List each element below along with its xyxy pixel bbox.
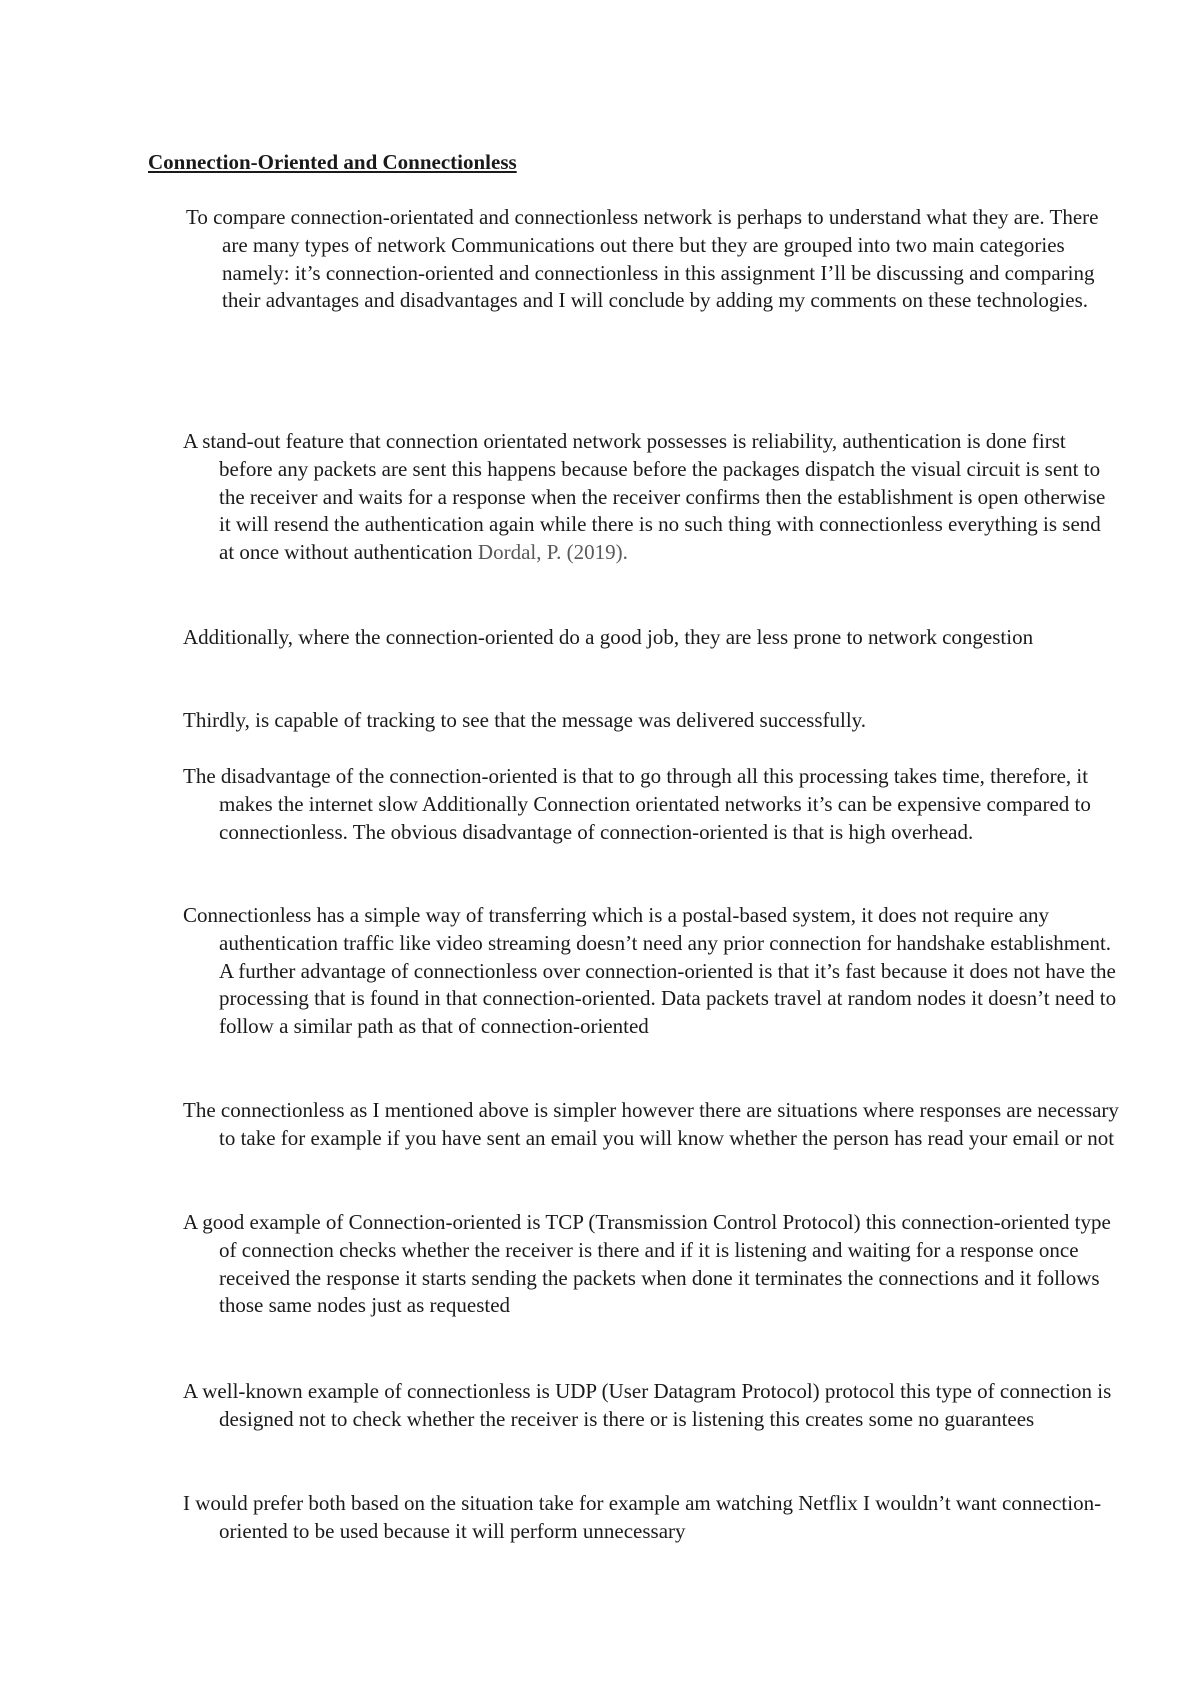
document-heading: Connection-Oriented and Connectionless bbox=[148, 150, 517, 174]
paragraph-tcp-example: A good example of Connection-oriented is TCP (Transmission Control Protocol) this connection-oriented type of connection checks whether the receiver is there and if it is listening and waiting for a response once received the response it starts sending the packets when done it terminates the connections and it follows those same nodes just as requested bbox=[183, 1210, 1111, 1318]
paragraph-congestion: Additionally, where the connection-oriented do a good job, they are less prone to network congestion bbox=[183, 625, 1034, 649]
paragraph-connectionless: Connectionless has a simple way of transferring which is a postal-based system, it does not require any authentication traffic like video streaming doesn’t need any prior connection for handshake establishment. A further advantage of connectionless over connection-oriented is that it’s fast because it does not have the processing that is found in that connection-oriented. Data packets travel at random nodes it doesn’t need to follow a similar path as that of connection-oriented bbox=[183, 903, 1117, 1039]
citation: Dordal, P. (2019). bbox=[477, 540, 628, 565]
paragraph-preference: I would prefer both based on the situation take for example am watching Netflix I wouldn’t want connection-oriented to be used because it will perform unnecessary bbox=[183, 1491, 1102, 1543]
paragraph-introduction: To compare connection-orientated and connectionless network is perhaps to understand what they are. There are many types of network Communications out there but they are grouped into two main categories namely: it’s connection-oriented and connectionless in this assignment I’ll be discussing and comparing their advantages and disadvantages and I will conclude by adding my comments on these technologies. bbox=[186, 205, 1099, 313]
paragraph-reliability bbox=[183, 428, 1119, 567]
paragraph-reliability-text: A stand-out feature that connection orientated network possesses is reliability, authentication is done first before any packets are sent this happens because before the packages dispatch the visual circuit is sent to the receiver and waits for a response when the receiver confirms then the establishment is open otherwise it will resend the authentication again while there is no such thing with connectionless everything is send at once without authentication bbox=[183, 429, 1106, 565]
paragraph-tracking: Thirdly, is capable of tracking to see that the message was delivered successfully. bbox=[183, 708, 867, 732]
paragraph-udp-example: A well-known example of connectionless is UDP (User Datagram Protocol) protocol this type of connection is designed not to check whether the receiver is there or is listening this creates some no guarantees bbox=[183, 1379, 1112, 1431]
paragraph-connectionless-simpler: The connectionless as I mentioned above is simpler however there are situations where responses are necessary to take for example if you have sent an email you will know whether the person has read your email or not bbox=[183, 1098, 1119, 1150]
paragraph-disadvantage: The disadvantage of the connection-oriented is that to go through all this processing takes time, therefore, it makes the internet slow Additionally Connection orientated networks it’s can be expensive compared to connectionless. The obvious disadvantage of connection-oriented is that is high overhead. bbox=[183, 764, 1091, 844]
